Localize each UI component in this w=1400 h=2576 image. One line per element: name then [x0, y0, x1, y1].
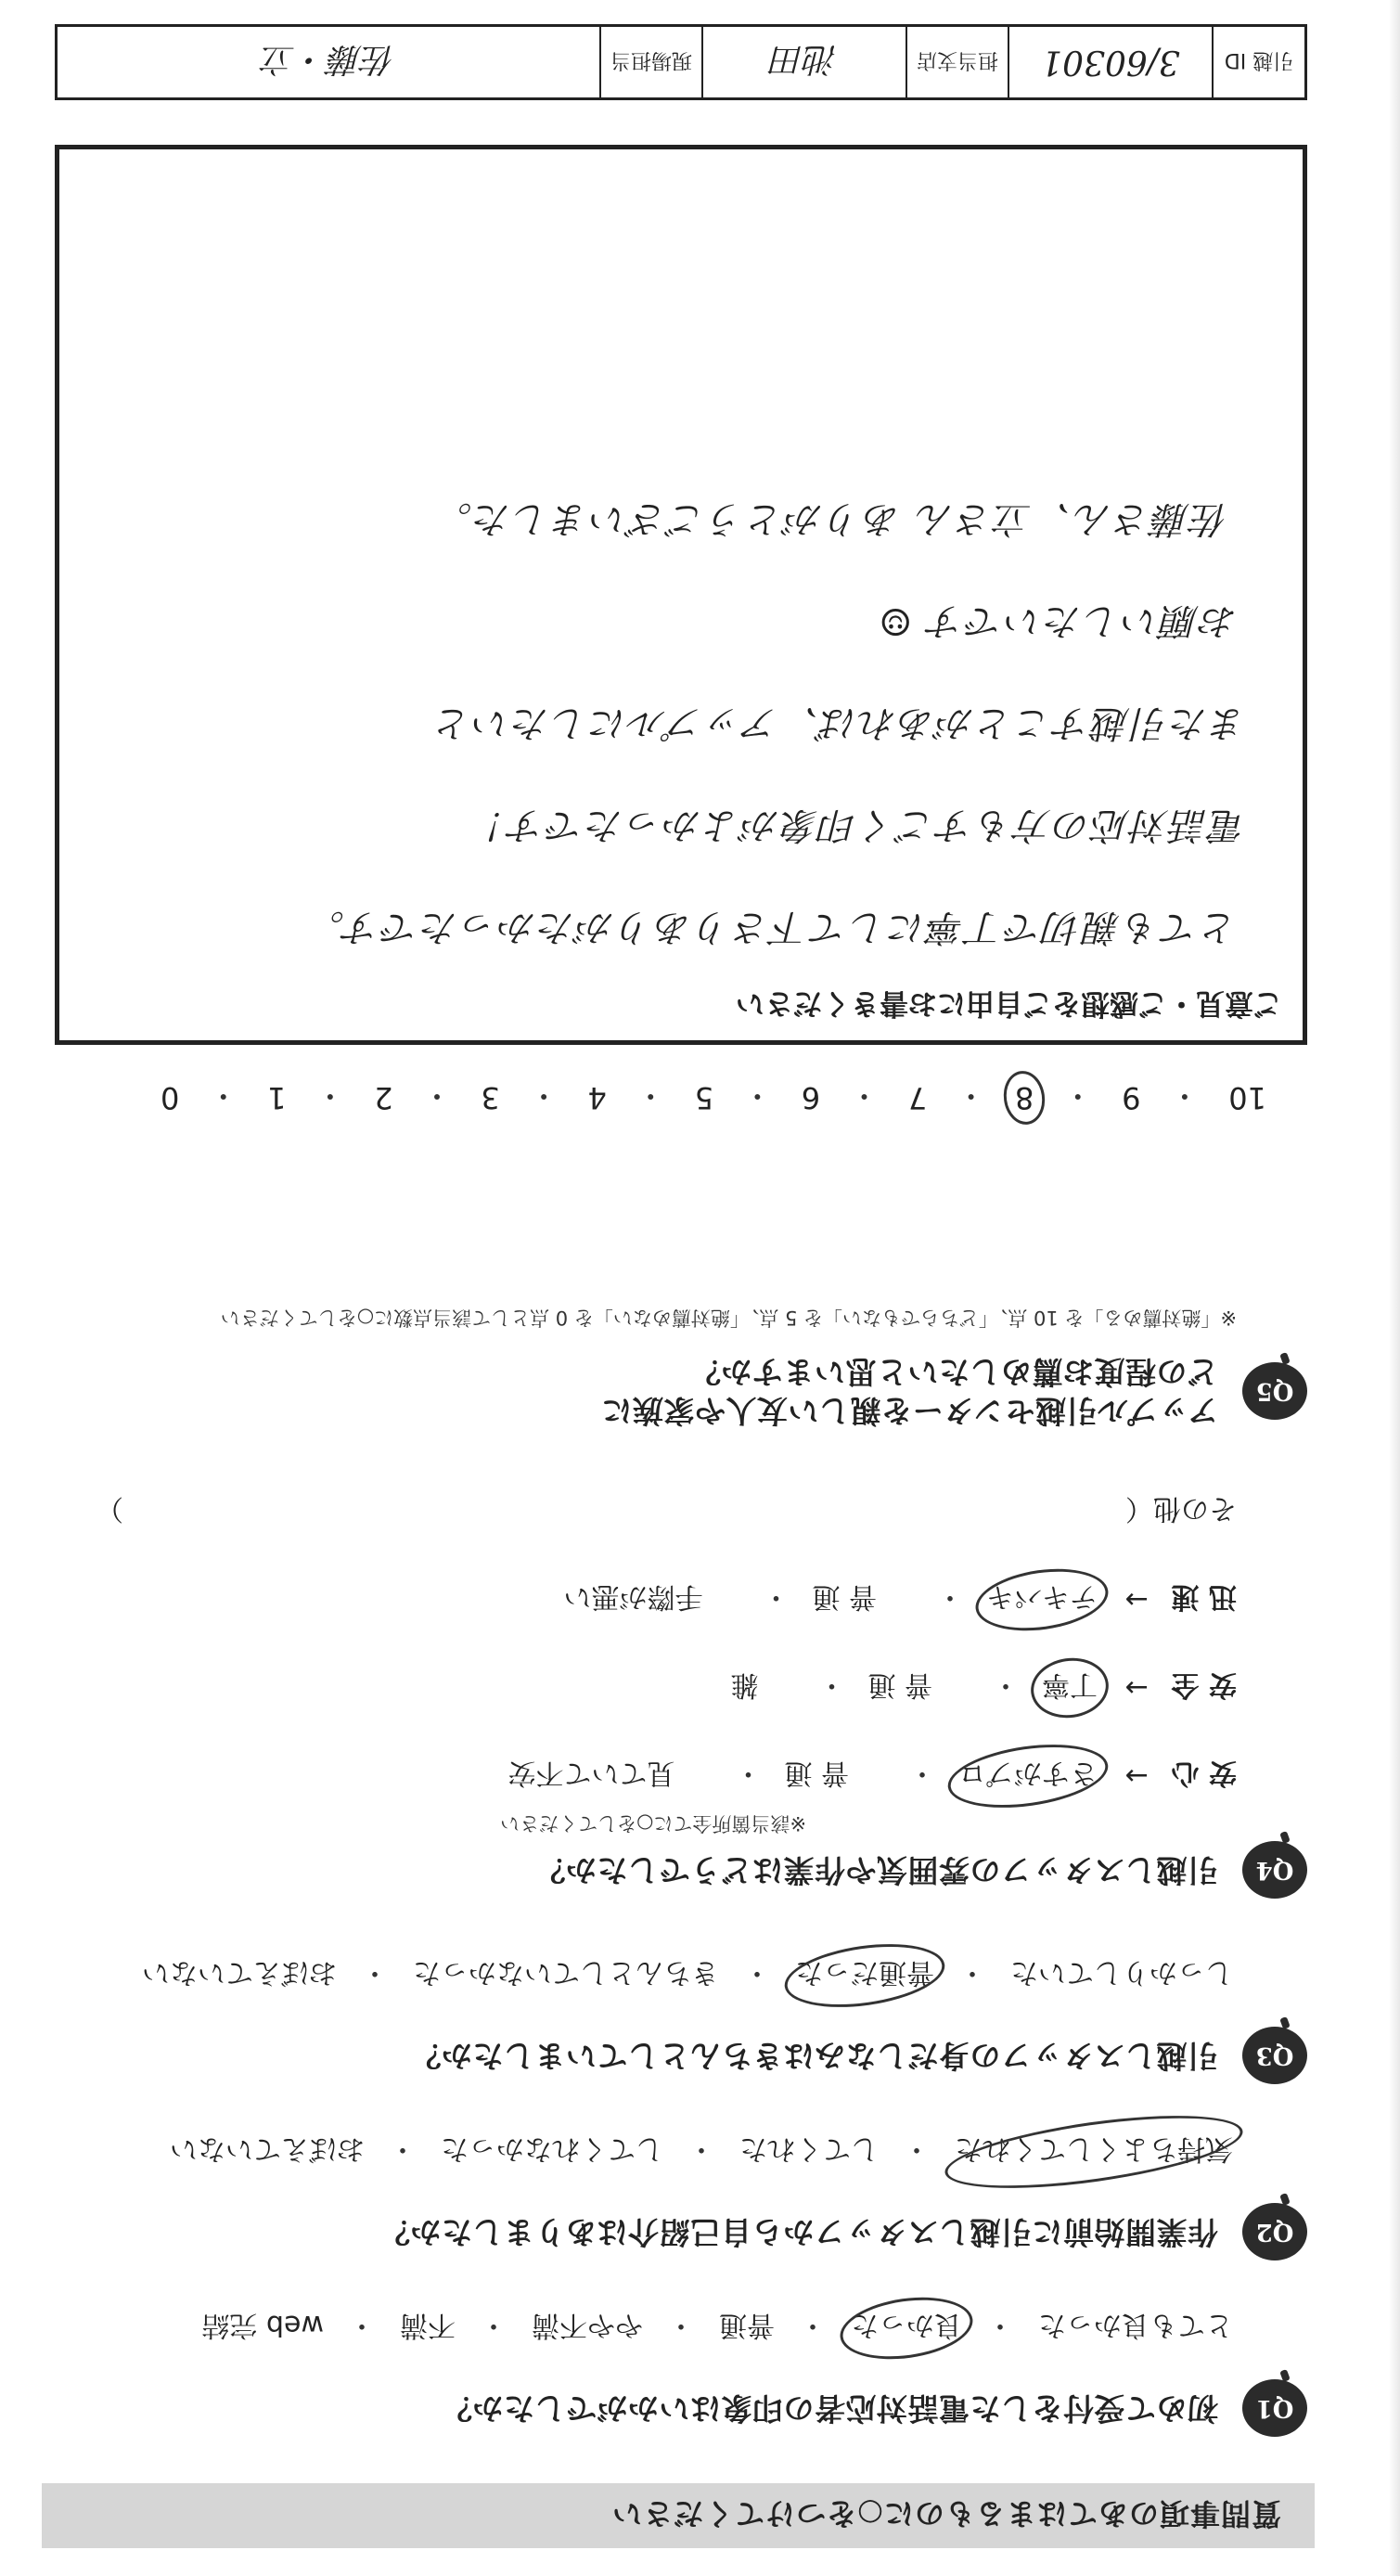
q2-text: 作業開始前に引越しスタッフから自己紹介はありましたか？: [379, 2214, 1218, 2250]
score-10[interactable]: 10: [1228, 1080, 1266, 1115]
q4-row-2-option-1[interactable]: 丁寧: [1038, 1668, 1101, 1708]
q1-badge: Q1: [1242, 2379, 1307, 2437]
q4-row-1-option-1[interactable]: さすがプロ: [955, 1756, 1101, 1797]
score-2[interactable]: 2: [374, 1080, 393, 1115]
q4-row-1-option-2[interactable]: 普 通: [784, 1757, 849, 1789]
q4-note: ※該当箇所全てに○をしてください: [500, 1812, 806, 1835]
score-9[interactable]: 9: [1122, 1080, 1141, 1115]
q5-line-1: アップル引越センターを親しい友人や家族に: [600, 1393, 1218, 1429]
q4-row-anshin: 安 心 → さすがプロ ・ 普 通 ・ 見ていて不安: [504, 1756, 1237, 1797]
q4-text: 引越しスタッフの雰囲気や作業はどうでしたか？: [534, 1852, 1218, 1888]
q5-text: [601, 1352, 1218, 1430]
q4-other-close: ）: [96, 1492, 123, 1525]
score-0[interactable]: 0: [161, 1080, 180, 1115]
score-4[interactable]: 4: [587, 1080, 607, 1115]
q4-badge: Q4: [1242, 1841, 1307, 1899]
score-1[interactable]: 1: [267, 1080, 287, 1115]
q3-options: しっかりしていた ・ 普通だった ・ きちんとしていなかった ・ おぼえていない: [138, 1955, 1237, 1996]
q2-option-3[interactable]: してくれなかった: [441, 2132, 663, 2165]
score-6[interactable]: 6: [801, 1080, 821, 1115]
scan-edge: [1389, 0, 1400, 2576]
q1-option-6[interactable]: web 完結: [201, 2309, 324, 2341]
instruction-text: 質問事項のあてはまるものに○をつけてください: [611, 2496, 1281, 2531]
staff-label: 現場担当: [599, 27, 701, 97]
q2-option-2[interactable]: してくれた: [739, 2132, 879, 2165]
comment-title: ご意見・ご感想をご自由にお書きください: [736, 986, 1282, 1020]
score-7[interactable]: 7: [907, 1080, 928, 1115]
question-4: [534, 1841, 1307, 1899]
q4-row-3-label: 迅 速: [1171, 1580, 1237, 1613]
q4-row-3-option-3[interactable]: 手際が悪い: [563, 1580, 703, 1613]
q1-option-4[interactable]: やや不満: [532, 2309, 643, 2341]
q3-text: 引越しスタッフの身だしなみはきちんとしていましたか？: [410, 2038, 1218, 2074]
q5-note: ※「絶対薦める」を 10 点、「どちらでもない」を 5 点、「絶対薦めない」を 0 点として該当点数に○をしてください: [220, 1307, 1237, 1329]
branch-value: 池田: [701, 27, 906, 97]
q4-row-2-option-2[interactable]: 普 通: [867, 1668, 932, 1701]
q3-option-4[interactable]: おぼえていない: [142, 1956, 337, 1989]
q2-options: 気持ちよくしてくれた ・ してくれた ・ してくれなかった ・ おぼえていない: [166, 2132, 1237, 2172]
q4-row-anzen: 安 全 → 丁寧 ・ 普 通 ・ 雑: [726, 1668, 1237, 1708]
q4-row-3-option-1[interactable]: テキパキ: [983, 1579, 1101, 1620]
comment-line-3: また引越すことがあれば、アップルにしたいと: [432, 702, 1247, 744]
comment-line-1: とても親切で丁寧にして下さりありがたかったです。: [305, 906, 1238, 948]
q1-options: とても良かった ・ 良かった ・ 普通 ・ やや不満 ・ 不満 ・ web 完結: [198, 2308, 1237, 2349]
comment-box[interactable]: [55, 145, 1307, 1045]
question-1: [442, 2379, 1308, 2437]
q3-option-3[interactable]: きちんとしていなかった: [413, 1956, 719, 1989]
branch-label: 担当支店: [906, 27, 1008, 97]
comment-line-5: 佐藤さん、立さん ありがとうございました。: [432, 497, 1228, 540]
question-3: [410, 2027, 1307, 2084]
q4-row-jinsoku: 迅 速 → テキパキ ・ 普 通 ・ 手際が悪い: [559, 1579, 1237, 1620]
q4-row-3-option-2[interactable]: 普 通: [812, 1580, 877, 1613]
score-5[interactable]: 5: [694, 1080, 714, 1115]
question-5: [601, 1352, 1307, 1430]
q2-option-4[interactable]: おぼえていない: [170, 2132, 365, 2165]
arrow-right-icon: →: [1124, 1759, 1149, 1793]
id-table: [55, 24, 1307, 100]
q4-other-row: [96, 1491, 1237, 1532]
score-8[interactable]: 8: [1011, 1080, 1037, 1115]
instruction-header: [42, 2483, 1315, 2548]
comment-line-2: 電話対応の方もすごく印象がよかったです！: [468, 804, 1247, 846]
q3-option-1[interactable]: しっかりしていた: [1010, 1956, 1233, 1989]
arrow-right-icon: →: [1124, 1583, 1149, 1616]
q5-badge: Q5: [1242, 1362, 1307, 1420]
q4-row-1-label: 安 心: [1171, 1757, 1237, 1789]
q1-option-1[interactable]: とても良かった: [1038, 2309, 1233, 2341]
id-label: 引越 ID: [1212, 27, 1304, 97]
q5-line-2: どの程度お薦めしたいと思いますか？: [689, 1354, 1218, 1390]
q1-option-5[interactable]: 不満: [400, 2309, 456, 2341]
q4-row-1-option-3[interactable]: 見ていて不安: [507, 1757, 675, 1789]
q5-scale: 10 ・ 9 ・ 8 ・ 7 ・ 6 ・ 5 ・ 4 ・ 3 ・ 2 ・ 1 ・ 0: [157, 1076, 1270, 1119]
question-2: [379, 2203, 1308, 2260]
q2-badge: Q2: [1242, 2203, 1307, 2260]
q4-row-2-option-3[interactable]: 雑: [730, 1668, 759, 1701]
q4-other-label: その他（: [1125, 1492, 1237, 1525]
q3-badge: Q3: [1242, 2027, 1307, 2084]
q2-option-1[interactable]: 気持ちよくしてくれた: [951, 2132, 1237, 2172]
q1-text: 初めて受付をした電話対応者の印象はいかがでしたか？: [441, 2390, 1218, 2427]
q4-row-2-label: 安 全: [1171, 1668, 1237, 1701]
q1-option-3[interactable]: 普通: [719, 2309, 775, 2341]
id-value: 3/60301: [1008, 27, 1212, 97]
score-3[interactable]: 3: [481, 1080, 500, 1115]
q1-option-2[interactable]: 良かった: [847, 2308, 966, 2349]
staff-value: 佐藤・立: [262, 40, 396, 79]
arrow-right-icon: →: [1124, 1671, 1149, 1705]
comment-line-4: お願いしたいです ☺: [877, 599, 1238, 642]
q3-option-2[interactable]: 普通だった: [791, 1955, 938, 1996]
